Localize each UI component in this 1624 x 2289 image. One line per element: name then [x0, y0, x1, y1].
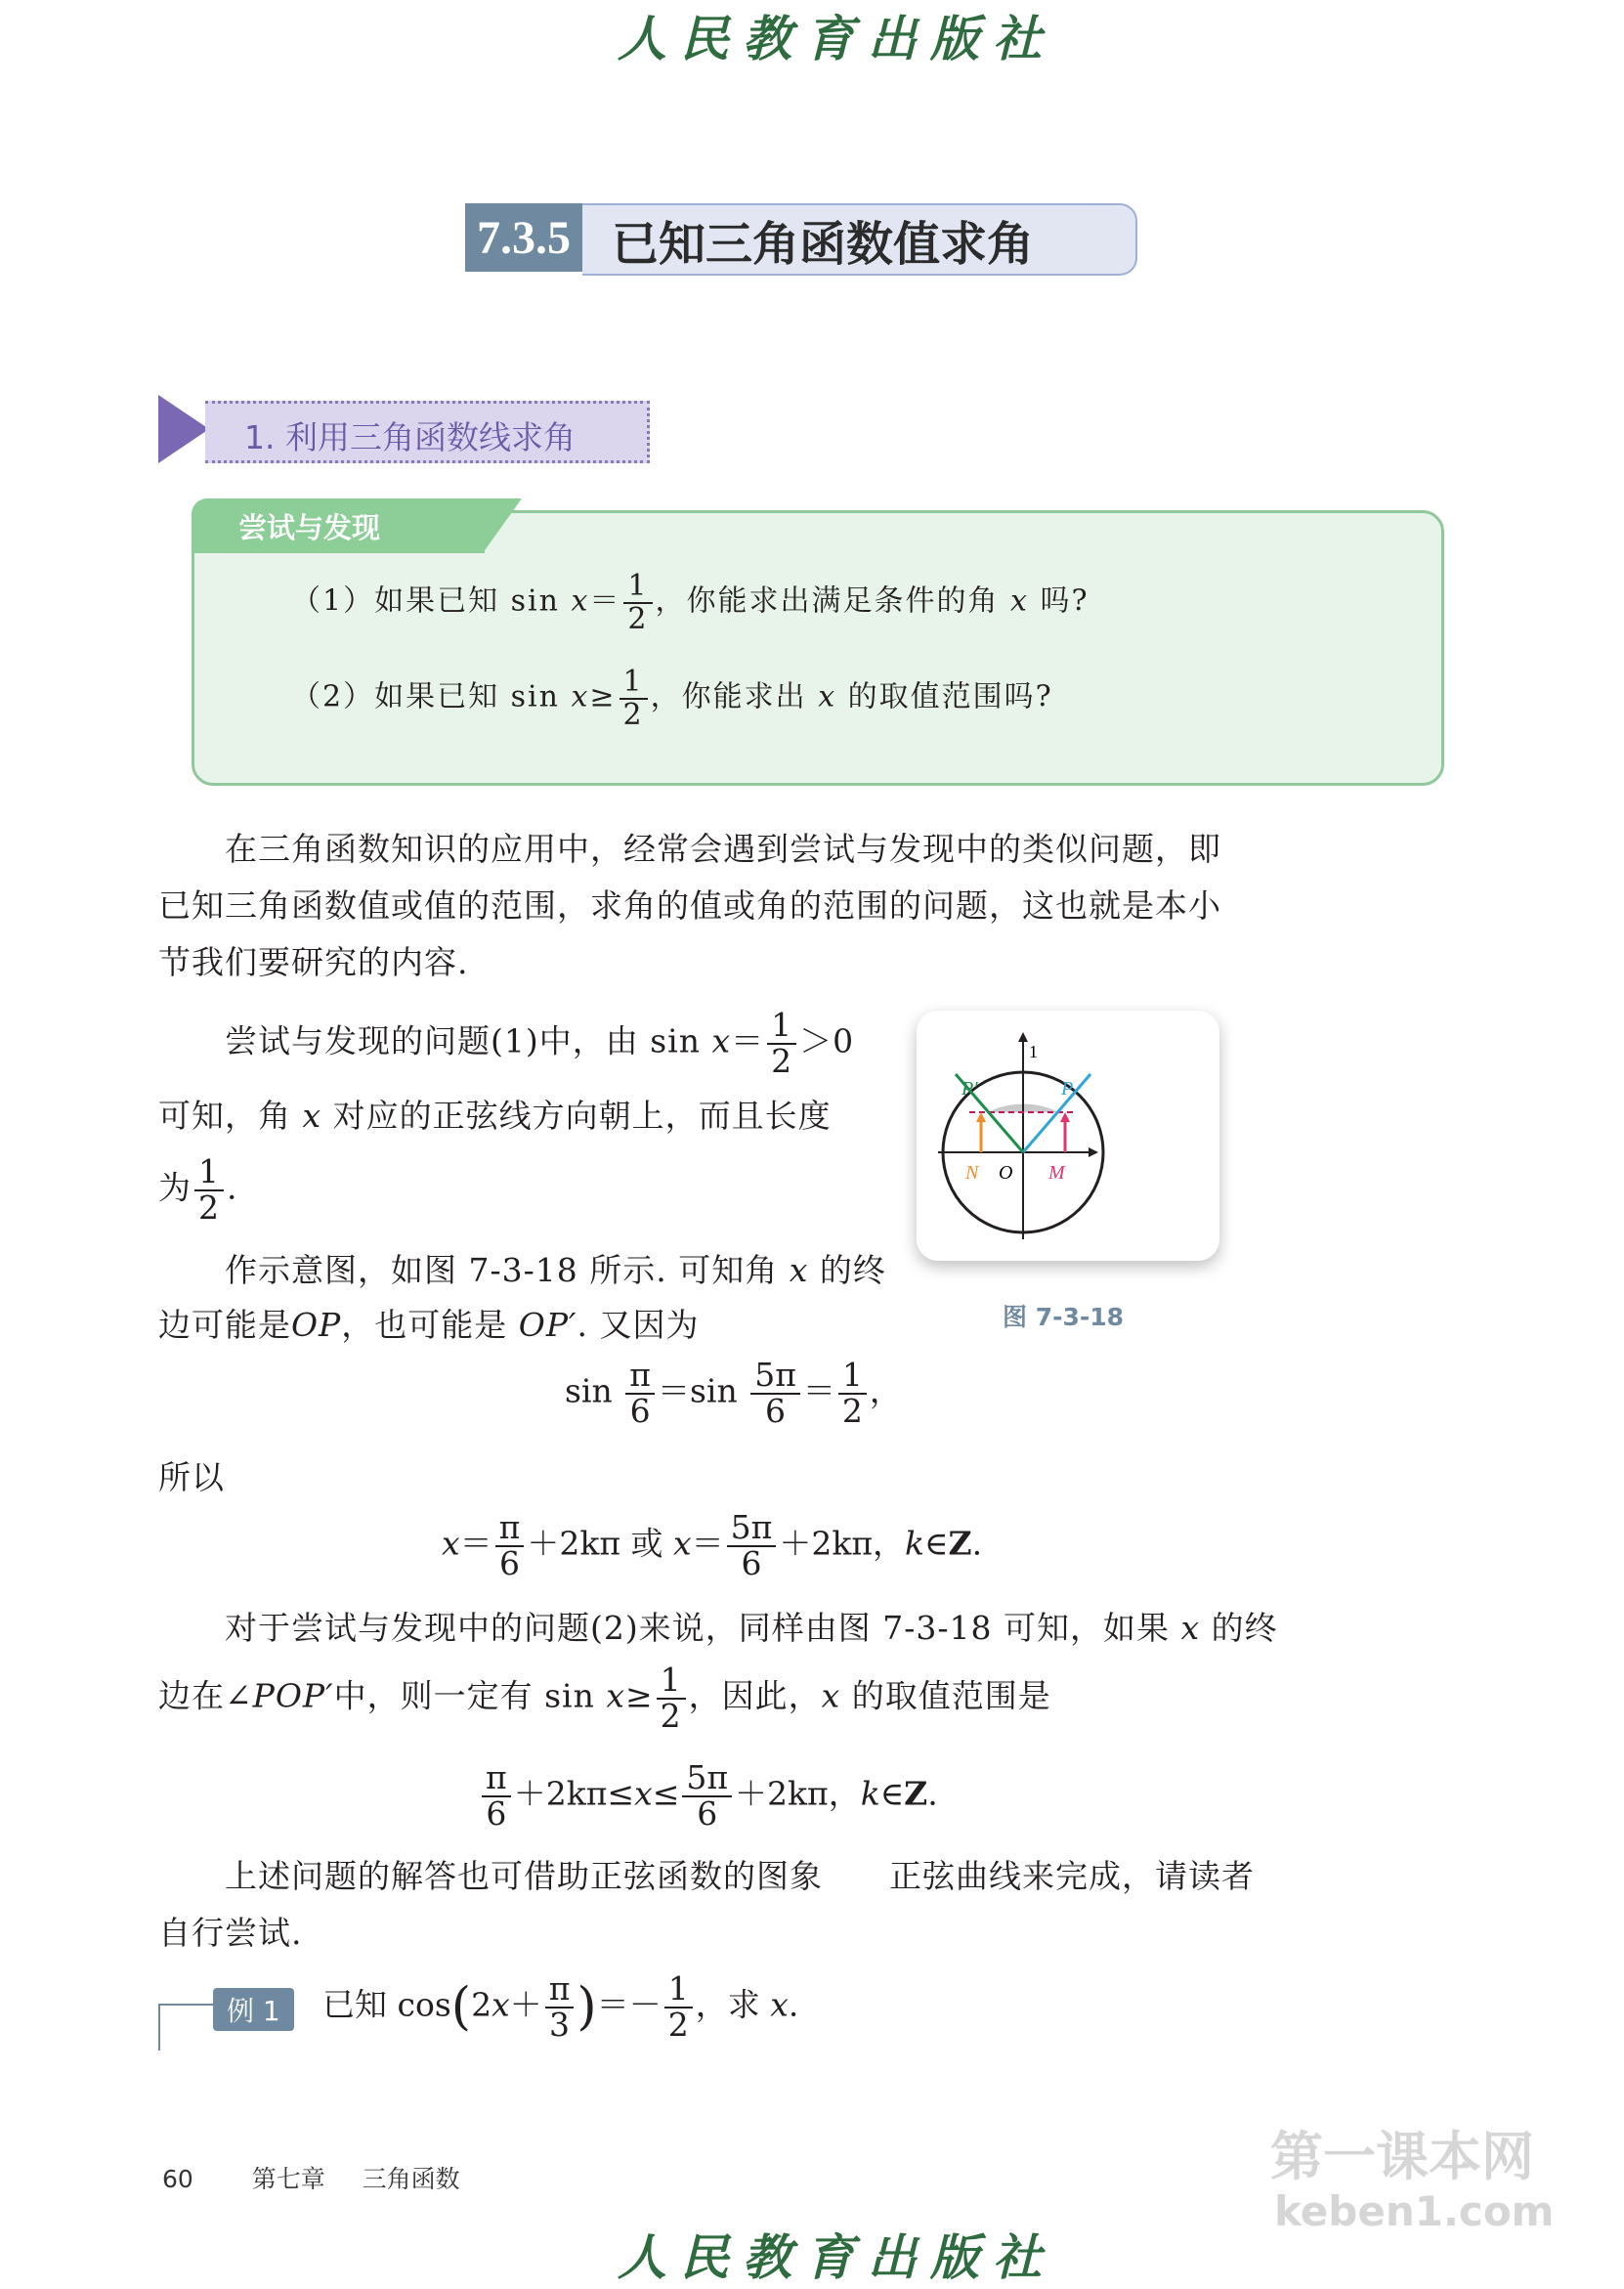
p5-line-2: 自行尝试.	[158, 1914, 303, 1952]
label-pp: P′	[962, 1078, 978, 1100]
example-rule-vertical	[158, 2004, 160, 2051]
equation-solution-x: x＝ $\frac{\pi}{6}$ ＋2kπ 或 x＝ $\frac{5\pi}{6}$ ＋2kπ，k∈Z.	[442, 1508, 983, 1582]
equation-solution-range: $\frac{\pi}{6}$ ＋2kπ≤x≤ $\frac{5\pi}{6}$ ＋2kπ，k∈Z.	[479, 1761, 938, 1831]
play-arrow-icon	[154, 391, 213, 467]
try-discover-tab: 尝试与发现	[192, 498, 485, 553]
suoyi-text: 所以	[158, 1458, 225, 1496]
intro-paragraph: 在三角函数知识的应用中，经常会遇到尝试与发现中的类似问题，即已知三角函数值或值的范围，求角的值或角的范围的问题，这也就是本小节我们要研究的内容.	[158, 830, 1221, 981]
section-number: 7.3.5	[465, 203, 582, 272]
example-rule	[158, 2004, 215, 2006]
section-title: 已知三角函数值求角	[612, 216, 1035, 272]
chapter-label: 第七章	[251, 2165, 325, 2193]
publisher-header: 人民教育出版社	[618, 10, 1055, 67]
p3-line-1: 作示意图，如图 7-3-18 所示. 可知角 x 的终	[225, 1251, 886, 1289]
question-1: （1）如果已知 sin x＝ $\frac{1}{2}$ ，你能求出满足条件的角 x 吗?	[291, 569, 1090, 636]
p2-line-1: 尝试与发现的问题(1)中，由 sin x＝ $\frac{1}{2}$ ＞0	[225, 1006, 855, 1080]
x-axis-arrow-icon	[1089, 1147, 1098, 1157]
tab-slant	[483, 498, 522, 553]
p2-line-2: 可知，角 x 对应的正弦线方向朝上，而且长度	[158, 1097, 832, 1135]
subsection-title: 1. 利用三角函数线求角	[244, 418, 576, 456]
p4-line-1: 对于尝试与发现中的问题(2)来说，同样由图 7-3-18 可知，如果 x 的终	[225, 1609, 1278, 1647]
example-tag: 例 1	[213, 1988, 294, 2031]
chapter-title: 三角函数	[362, 2165, 460, 2193]
question-2: （2）如果已知 sin x≥ $\frac{1}{2}$ ，你能求出 x 的取值范围吗?	[291, 665, 1053, 732]
label-n: N	[965, 1162, 979, 1184]
sine-line-mp-arrow-icon	[1060, 1112, 1070, 1122]
y-axis-arrow-icon	[1018, 1032, 1028, 1042]
unit-circle-diagram	[917, 1011, 1219, 1261]
page-number: 60	[162, 2165, 193, 2193]
figure-card	[917, 1011, 1219, 1261]
label-one: 1	[1029, 1042, 1038, 1061]
watermark-en: keben1.com	[1274, 2187, 1555, 2235]
label-p: P	[1061, 1078, 1074, 1100]
watermark-cn: 第一课本网	[1270, 2126, 1534, 2187]
section-title-box	[582, 203, 1137, 276]
p5-line-1: 上述问题的解答也可借助正弦函数的图象 正弦曲线来完成，请读者	[225, 1857, 1255, 1895]
p4-line-2: 边在∠POP′中，则一定有 sin x≥ $\frac{1}{2}$ ，因此，x 的取值范围是	[158, 1661, 1051, 1735]
label-m: M	[1048, 1162, 1065, 1184]
figure-caption: 图 7-3-18	[1003, 1303, 1125, 1331]
equation-sin-values: sin $\frac{\pi}{6}$ ＝sin $\frac{5\pi}{6}$ ＝ $\frac{1}{2}$ ，	[565, 1356, 902, 1430]
page-footer	[162, 2160, 460, 2195]
p3-line-2: 边可能是OP，也可能是 OP′. 又因为	[158, 1306, 700, 1344]
label-o: O	[999, 1162, 1013, 1184]
subsection-banner	[205, 401, 650, 463]
publisher-footer: 人民教育出版社	[618, 2228, 1055, 2286]
example-1-text: 已知 cos(2x＋ $\frac{\pi}{3}$ )＝－ $\frac{1}{2}$ ，求 x.	[322, 1969, 799, 2044]
sine-line-npp-arrow-icon	[976, 1112, 986, 1122]
p2-line-3: 为 $\frac{1}{2}$ .	[158, 1152, 238, 1227]
